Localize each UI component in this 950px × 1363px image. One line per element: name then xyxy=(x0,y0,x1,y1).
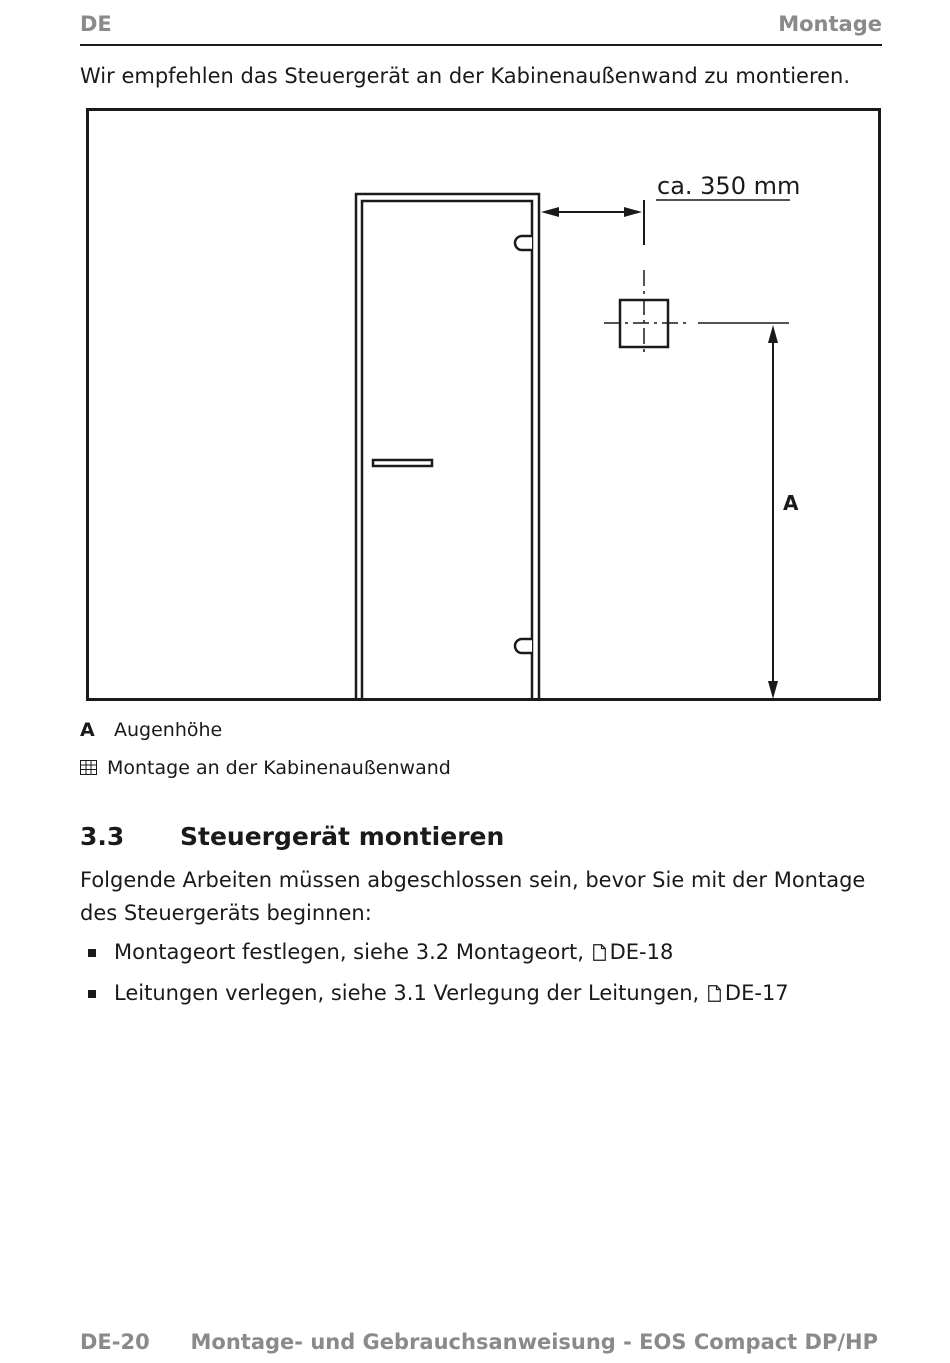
figure-legend xyxy=(80,719,222,741)
list-item-text: Montageort festlegen, siehe 3.2 Montageort, xyxy=(114,940,584,964)
figure-grid-icon xyxy=(80,758,97,780)
page-reference-link[interactable]: DE-18 xyxy=(609,940,674,964)
page-icon xyxy=(708,979,721,1012)
footer-page-number: DE-20 xyxy=(80,1330,150,1354)
legend-key: A xyxy=(80,719,95,741)
height-marker: A xyxy=(783,491,799,515)
door-frame xyxy=(356,194,539,700)
figure-caption xyxy=(80,757,451,780)
door-hinge-bottom xyxy=(515,639,532,653)
dimension-arrow-right xyxy=(624,207,642,217)
dimension-arrow-left xyxy=(541,207,559,217)
footer-document-title: Montage- und Gebrauchsanweisung - EOS Compact DP/HP xyxy=(190,1330,878,1354)
page-icon xyxy=(593,938,606,971)
section-body: Folgende Arbeiten müssen abgeschlossen sein, bevor Sie mit der Montage des Steuergeräts beginnen: xyxy=(80,868,866,925)
prerequisite-list xyxy=(80,936,890,1018)
bullet-square-icon xyxy=(88,949,96,957)
door-handle xyxy=(373,460,432,466)
caption-text: Montage an der Kabinenaußenwand xyxy=(107,757,451,779)
header-rule xyxy=(80,44,882,46)
height-arrow-top xyxy=(768,325,778,343)
page-reference-link[interactable]: DE-17 xyxy=(724,981,789,1005)
door-leaf xyxy=(362,201,532,700)
dimension-label: ca. 350 mm xyxy=(657,172,801,200)
height-arrow-bottom xyxy=(768,681,778,699)
legend-text: Augenhöhe xyxy=(114,719,223,741)
intro-text: Wir empfehlen das Steuergerät an der Kabinenaußenwand zu montieren. xyxy=(80,64,851,88)
door-hinge-top xyxy=(515,236,532,250)
header-section-code: DE xyxy=(80,12,112,36)
bullet-square-icon xyxy=(88,990,96,998)
header-chapter-title: Montage xyxy=(778,12,882,36)
list-item-text: Leitungen verlegen, siehe 3.1 Verlegung der Leitungen, xyxy=(114,981,700,1005)
list-item xyxy=(80,936,890,977)
section-number: 3.3 xyxy=(80,822,125,851)
list-item xyxy=(80,977,890,1018)
section-title: Steuergerät montieren xyxy=(180,822,505,851)
mounting-diagram xyxy=(86,108,882,702)
